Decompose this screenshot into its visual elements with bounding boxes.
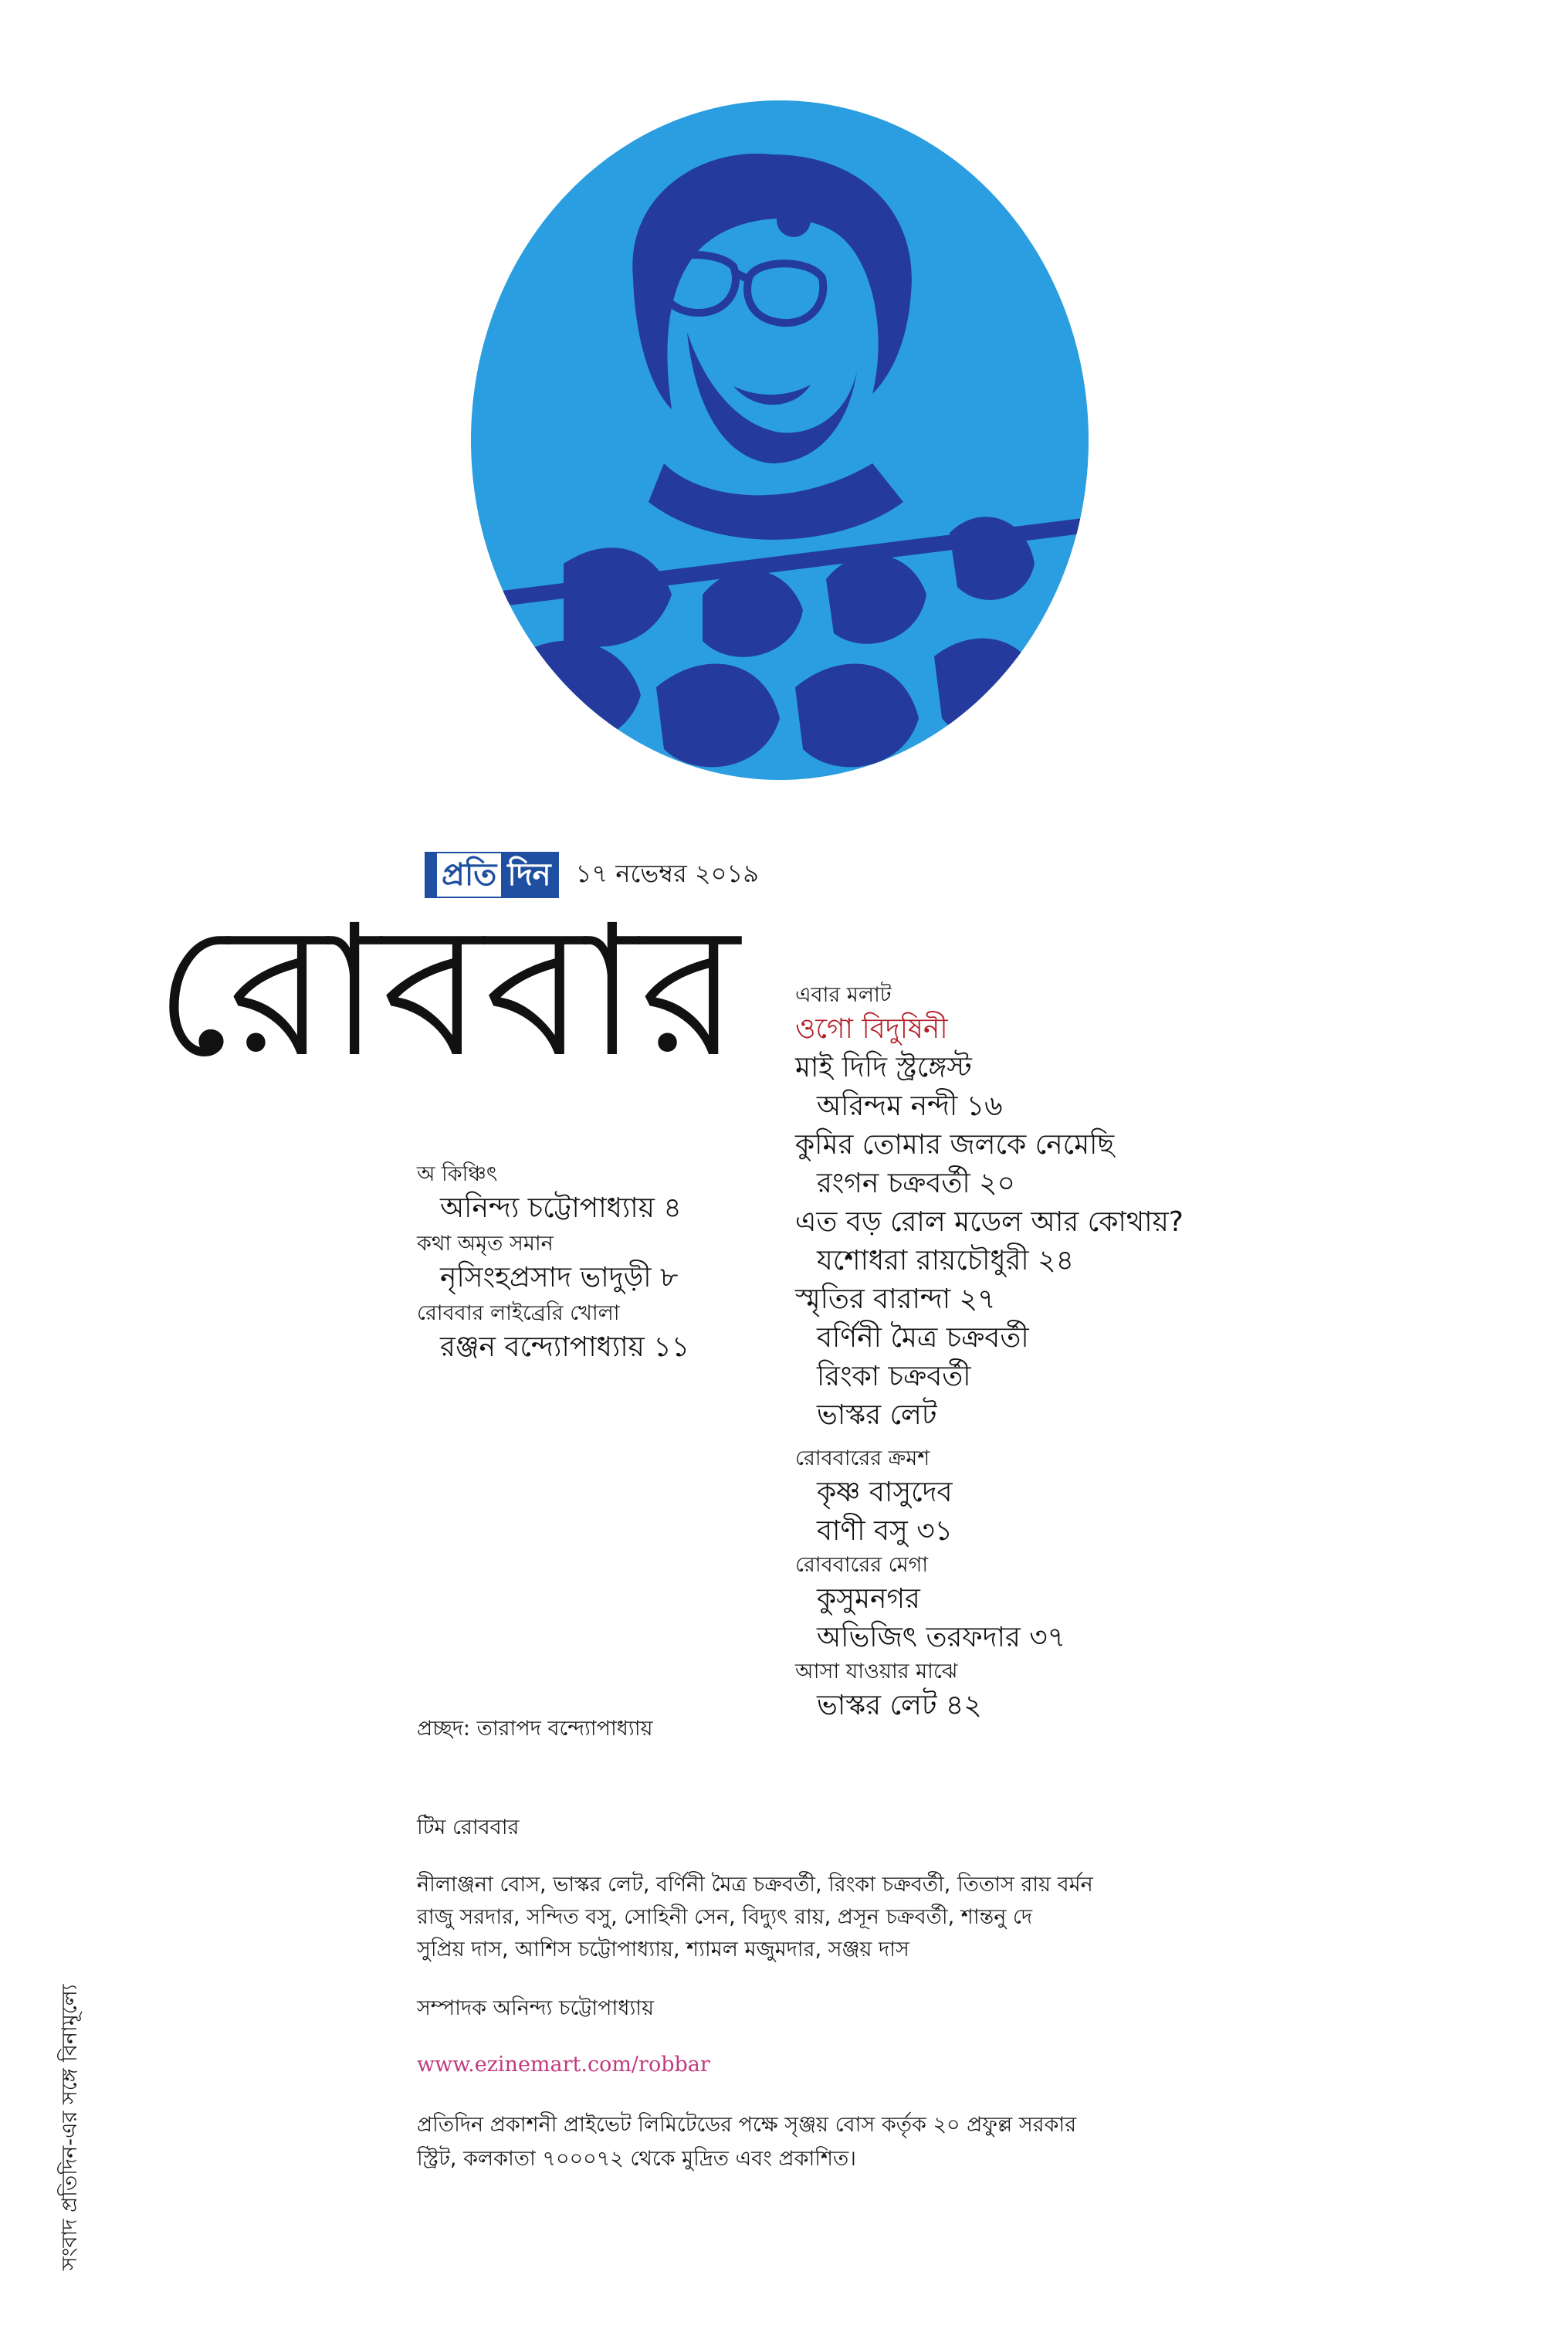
team-line: রাজু সরদার, সন্দিত বসু, সোহিনী সেন, বিদ্যুৎ রায়, প্রসূন চক্রবর্তী, শান্তনু দে (417, 1905, 1033, 1929)
smriti-title: স্মৃতির বারান্দা ২৭ (795, 1283, 996, 1315)
toc-entry: অভিজিৎ তরফদার ৩৭ (817, 1622, 1066, 1653)
toc-author: রংগন চক্রবর্তী ২০ (817, 1168, 1015, 1199)
cover-credit: প্রচ্ছদ: তারাপদ বন্দ্যোপাধ্যায় (417, 1717, 653, 1741)
masthead-title: রোববার (154, 887, 741, 1097)
toc-author: যশোধরা রায়চৌধুরী ২৪ (817, 1245, 1074, 1277)
cover-portrait (471, 100, 1089, 780)
website-link[interactable]: www.ezinemart.com/robbar (417, 2053, 710, 2077)
toc-title: মাই দিদি স্ট্রঙ্গেস্ট (795, 1052, 972, 1083)
left-toc (417, 1158, 741, 1367)
issue-date: ১৭ নভেম্বর ২০১৯ (575, 859, 759, 888)
toc-section: কথা অমৃত সমান (417, 1232, 554, 1256)
logo-prati: প্রতি (437, 853, 501, 897)
right-toc (795, 981, 1382, 1725)
logo-din: দিন (501, 853, 557, 897)
editor-credit: সম্পাদক অনিন্দ্য চট্টোপাধ্যায় (417, 1996, 655, 2020)
cover-story-title: ওগো বিদুষিনী (795, 1013, 948, 1045)
toc-entry: রঞ্জন বন্দ্যোপাধ্যায় ১১ (440, 1331, 690, 1363)
toc-title: এত বড় রোল মডেল আর কোথায়? (795, 1206, 1184, 1238)
team-title: টিম রোববার (417, 1816, 520, 1839)
team-members (417, 1869, 1482, 1966)
imprint (417, 2108, 1482, 2176)
team-line: নীলাঞ্জনা বোস, ভাস্কর লেট, বর্ণিনী মৈত্র চক্রবর্তী, রিংকা চক্রবর্তী, তিতাস রায় বর্মন (417, 1873, 1093, 1897)
imprint-line: স্ট্রিট, কলকাতা ৭০০০৭২ থেকে মুদ্রিত এবং প্রকাশিত। (417, 2147, 856, 2171)
toc-entry: নৃসিংহপ্রসাদ ভাদুড়ী ৮ (440, 1262, 679, 1294)
toc-section: অ কিঞ্চিৎ (417, 1162, 498, 1186)
toc-section: রোববার লাইব্রেরি খোলা (417, 1301, 620, 1325)
toc-entry: অনিন্দ্য চট্টোপাধ্যায় ৪ (440, 1192, 682, 1224)
toc-entry: কৃষ্ণ বাসুদেব (817, 1477, 953, 1508)
toc-entry: কুসুমনগর (817, 1583, 920, 1615)
toc-section: রোববারের মেগা (795, 1553, 929, 1577)
team-line: সুপ্রিয় দাস, আশিস চট্টোপাধ্যায়, শ্যামল মজুমদার, সঞ্জয় দাস (417, 1938, 909, 1962)
toc-author: অরিন্দম নন্দী ১৬ (817, 1090, 1003, 1122)
toc-section: আসা যাওয়ার মাঝে (795, 1660, 958, 1683)
smriti-author: বর্ণিনী মৈত্র চক্রবর্তী (817, 1322, 1029, 1354)
imprint-line: প্রতিদিন প্রকাশনী প্রাইভেট লিমিটেডের পক্ষে সৃঞ্জয় বোস কর্তৃক ২০ প্রফুল্ল সরকার (417, 2113, 1077, 2137)
toc-section: রোববারের ক্রমশ (795, 1446, 930, 1470)
toc-title: কুমির তোমার জলকে নেমেছি (795, 1129, 1115, 1161)
cover-story-label: এবার মলাট (795, 983, 892, 1007)
vertical-credit: সংবাদ প্রতিদিন-এর সঙ্গে বিনামূল্যে (58, 1984, 82, 2270)
toc-entry: বাণী বসু ৩১ (817, 1515, 953, 1547)
smriti-author: ভাস্কর লেট (817, 1399, 937, 1431)
smriti-author: রিংকা চক্রবর্তী (817, 1361, 971, 1392)
toc-entry: ভাস্কর লেট ৪২ (817, 1690, 982, 1721)
